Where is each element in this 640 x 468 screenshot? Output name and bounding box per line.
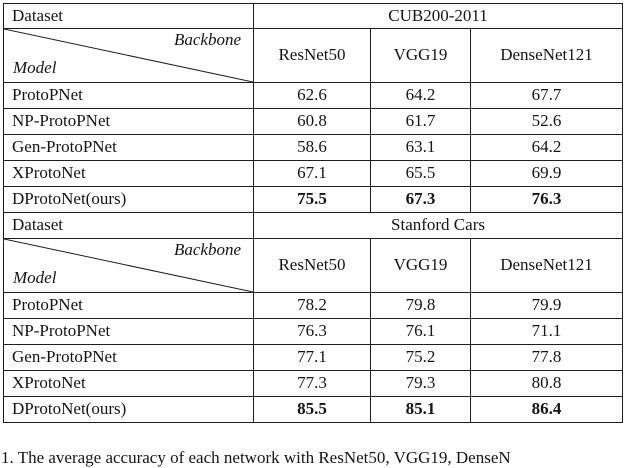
results-table: [3, 3, 623, 423]
accuracy-value: 86.4: [471, 397, 623, 423]
backbone-corner-label: Backbone: [173, 240, 241, 259]
model-name: DProtoNet(ours): [4, 187, 254, 213]
accuracy-value: 75.5: [254, 187, 371, 213]
accuracy-value: 52.6: [471, 109, 623, 135]
dataset-row: [4, 4, 623, 29]
accuracy-value: 62.6: [254, 83, 371, 109]
accuracy-value: 79.8: [371, 293, 471, 319]
table-row: [4, 161, 623, 187]
accuracy-value: 67.7: [471, 83, 623, 109]
accuracy-value: 69.9: [471, 161, 623, 187]
model-name: Gen-ProtoPNet: [4, 135, 254, 161]
accuracy-value: 64.2: [471, 135, 623, 161]
accuracy-value: 60.8: [254, 109, 371, 135]
table-row: [4, 371, 623, 397]
accuracy-value: 77.8: [471, 345, 623, 371]
accuracy-value: 77.1: [254, 345, 371, 371]
backbone-header: ResNet50: [254, 239, 371, 293]
accuracy-value: 78.2: [254, 293, 371, 319]
table-row-ours: [4, 397, 623, 423]
accuracy-value: 63.1: [371, 135, 471, 161]
table-row: [4, 83, 623, 109]
backbone-header: VGG19: [371, 239, 471, 293]
accuracy-value: 77.3: [254, 371, 371, 397]
accuracy-value: 71.1: [471, 319, 623, 345]
backbone-header: ResNet50: [254, 29, 371, 83]
accuracy-value: 67.1: [254, 161, 371, 187]
accuracy-value: 79.9: [471, 293, 623, 319]
accuracy-value: 80.8: [471, 371, 623, 397]
table-row: [4, 109, 623, 135]
table-row: [4, 135, 623, 161]
accuracy-value: 75.2: [371, 345, 471, 371]
model-name: ProtoPNet: [4, 83, 254, 109]
backbone-corner-label: Backbone: [173, 30, 241, 49]
backbone-header: DenseNet121: [471, 29, 623, 83]
model-backbone-corner-cell: [4, 29, 254, 83]
accuracy-value: 58.6: [254, 135, 371, 161]
accuracy-value: 76.3: [254, 319, 371, 345]
model-name: XProtoNet: [4, 371, 254, 397]
model-corner-label: Model: [13, 58, 57, 78]
accuracy-value: 79.3: [371, 371, 471, 397]
dataset-label: Dataset: [4, 213, 254, 239]
table-row-ours: [4, 187, 623, 213]
table-caption: 1. The average accuracy of each network with ResNet50, VGG19, DenseN: [1, 448, 511, 467]
dataset-row: [4, 213, 623, 239]
backbone-header: DenseNet121: [471, 239, 623, 293]
table-row: [4, 293, 623, 319]
table-row: [4, 319, 623, 345]
dataset-name: CUB200-2011: [254, 4, 623, 29]
accuracy-value: 61.7: [371, 109, 471, 135]
accuracy-value: 64.2: [371, 83, 471, 109]
model-backbone-corner-cell: [4, 239, 254, 293]
model-corner-label: Model: [13, 268, 57, 288]
accuracy-value: 67.3: [371, 187, 471, 213]
model-name: NP-ProtoPNet: [4, 319, 254, 345]
dataset-label: Dataset: [4, 4, 254, 29]
accuracy-value: 76.3: [471, 187, 623, 213]
model-name: XProtoNet: [4, 161, 254, 187]
backbone-header-row: [4, 239, 623, 293]
backbone-header: VGG19: [371, 29, 471, 83]
accuracy-value: 76.1: [371, 319, 471, 345]
dataset-name: Stanford Cars: [254, 213, 623, 239]
table-row: [4, 345, 623, 371]
model-name: ProtoPNet: [4, 293, 254, 319]
model-name: Gen-ProtoPNet: [4, 345, 254, 371]
accuracy-value: 85.5: [254, 397, 371, 423]
model-name: DProtoNet(ours): [4, 397, 254, 423]
accuracy-value: 85.1: [371, 397, 471, 423]
model-name: NP-ProtoPNet: [4, 109, 254, 135]
accuracy-value: 65.5: [371, 161, 471, 187]
backbone-header-row: [4, 29, 623, 83]
